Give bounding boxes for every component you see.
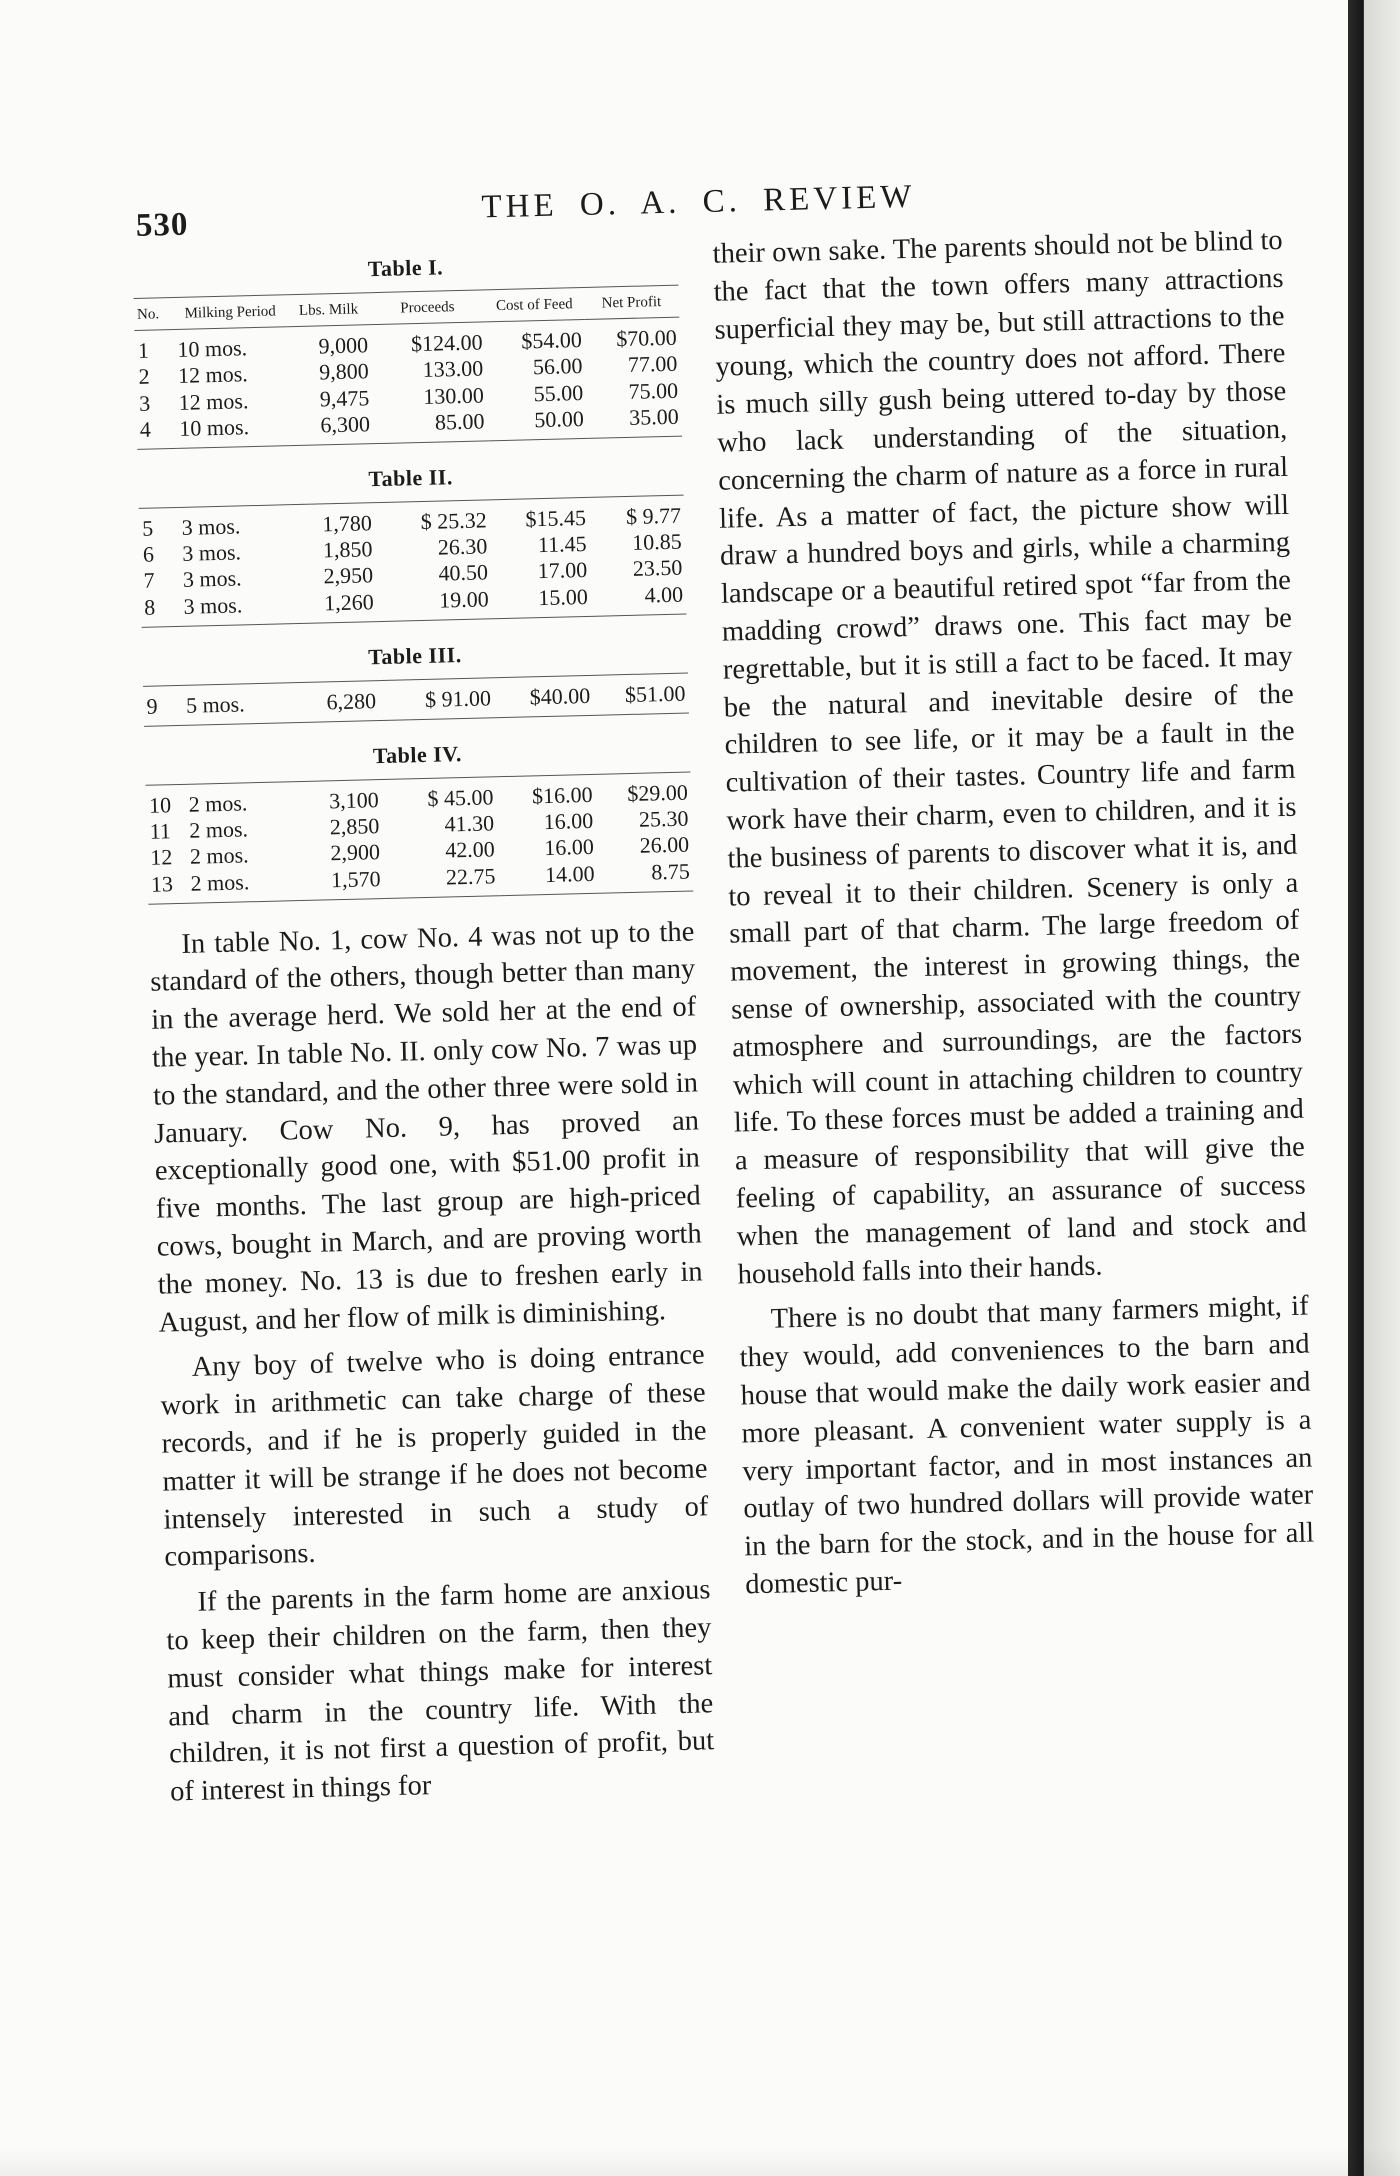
cell-proceeds: 26.30 — [437, 533, 488, 560]
cell-profit: 10.85 — [631, 528, 683, 556]
cell-profit: 77.00 — [627, 351, 678, 378]
cell-milk: 6,280 — [295, 680, 379, 722]
cell-proceeds: $ 91.00 — [379, 678, 495, 721]
table-4 — [145, 735, 694, 904]
cell-milk: 2,900 — [330, 839, 381, 866]
scan-shadow — [0, 2146, 1400, 2176]
cell-no: 7 — [143, 567, 155, 594]
col-header-cost-of-feed: Cost of Feed — [484, 287, 584, 322]
cell-period: 10 mos. — [176, 413, 290, 448]
cell-profit: 8.75 — [597, 858, 693, 893]
cell-milk: 6,300 — [289, 411, 373, 446]
cell-milk: 9,800 — [318, 358, 369, 385]
cell-milk: 2,950 — [323, 562, 374, 589]
col-header-lbs-milk: Lbs. Milk — [286, 293, 370, 327]
herd-table — [134, 285, 683, 450]
cell-profit: 4.00 — [591, 581, 687, 616]
col-header-proceeds: Proceeds — [370, 290, 485, 325]
cell-milk: 9,475 — [319, 384, 370, 412]
cell-feed: 17.00 — [537, 557, 588, 584]
cell-feed: $15.45 — [489, 497, 589, 533]
cell-proceeds: $ 25.32 — [374, 500, 490, 536]
cell-profit: 35.00 — [586, 403, 682, 438]
cell-period: 12 mos. — [178, 387, 249, 415]
table-2 — [138, 459, 687, 628]
left-column — [133, 249, 716, 1812]
table-title: Table I. — [367, 254, 444, 282]
cell-feed: $54.00 — [521, 327, 583, 354]
cell-period: 3 mos. — [182, 539, 242, 567]
cell-milk: 1,570 — [300, 866, 384, 901]
cell-proceeds: $124.00 — [410, 329, 483, 357]
cell-proceeds: 19.00 — [376, 586, 492, 621]
cell-no: 8 — [141, 593, 181, 627]
col-header-milking-period: Milking Period — [173, 295, 287, 330]
cell-period: 2 mos. — [187, 868, 300, 903]
cell-milk: 1,850 — [322, 536, 373, 563]
page-number: 530 — [135, 206, 189, 244]
paragraph: In table No. 1, cow No. 4 was not up to the standard of the others, though better than many in the average herd. We sold her at the end of the year. In table No. II. only cow No. 7 was up to the standard, and the other three were sold in January. Cow No. 9, has proved an exceptionally good one, with $51.00 profit in five months. The last group are high-priced cows, bought in March, and are proving worth the money. No. 13 is due to freshen early in August, and her flow of milk is diminishing. — [149, 916, 703, 1339]
cell-feed: $16.00 — [496, 774, 596, 810]
cell-no: 3 — [138, 390, 151, 416]
table-row — [143, 673, 689, 726]
cell-feed: 15.00 — [491, 583, 591, 618]
herd-table — [139, 495, 687, 628]
table-title: Table III. — [367, 641, 462, 670]
cell-proceeds: $ 45.00 — [381, 777, 497, 813]
cell-feed: $40.00 — [493, 675, 593, 718]
cell-milk: 3,100 — [298, 779, 382, 815]
cell-profit: $ 9.77 — [588, 495, 684, 531]
table-3 — [142, 636, 689, 726]
cell-no: 9 — [143, 685, 183, 726]
paragraph: There is no doubt that many farmers might, if they would, add conveniences to the barn and house that would make the daily work easier and more pleasant. A convenient water supply is a very important factor, and in most instances an outlay of two hundred dollars will provide water in the barn for the stock, and in the house for all domestic pur- — [739, 1290, 1315, 1601]
cell-profit: 26.00 — [639, 831, 690, 859]
left-body-text — [149, 913, 715, 1811]
cell-no: 4 — [137, 416, 177, 450]
cell-period: 12 mos. — [177, 361, 249, 389]
cell-feed: 11.45 — [537, 531, 587, 558]
cell-no: 2 — [138, 364, 150, 390]
cell-proceeds: 85.00 — [373, 408, 488, 443]
cell-no: 10 — [146, 784, 186, 819]
cell-feed: 50.00 — [487, 406, 587, 441]
paragraph: If the parents in the farm home are anxious to keep their children on the farm, then they must consider what things make for interest and charm in the country life. With the children, it is not first a question of profit, but of interest in things for — [166, 1574, 715, 1808]
cell-period: 3 mos. — [180, 591, 294, 626]
cell-no: 6 — [142, 541, 155, 567]
cell-profit: $51.00 — [593, 673, 689, 716]
col-header-net-profit: Net Profit — [584, 285, 680, 320]
cell-feed: 56.00 — [532, 353, 583, 380]
cell-period: 3 mos. — [182, 565, 242, 593]
cell-no: 13 — [148, 870, 188, 904]
cell-proceeds: 41.30 — [444, 810, 495, 837]
table-title: Table IV. — [372, 741, 463, 769]
cell-feed: 14.00 — [498, 860, 598, 895]
table-1 — [133, 249, 682, 450]
herd-table — [146, 771, 694, 904]
cell-proceeds: 42.00 — [444, 836, 496, 863]
paragraph: their own sake. The parents should not be blind to the fact that the town offers many attractions superficial they may be, but still attractions to the young, which the country does not afford. There is much silly gush being uttered to-day by those who lack understanding of the situation, concerning the charm of nature as a force in rural life. As a matter of fact, the picture show will draw a hundred boys and girls, while a charming landscape or a beautiful retired spot “far from the madding crowd” draws one. This fact may be regrettable, but it is still a fact to be faced. It may be the natural and inevitable desire of the children to see life, or it may be a fault in the cultivation of their tastes. Country life and farm work have their charm, even to children, and it is the business of parents to discover what it is, and to reveal it to their children. Scenery is only a small part of that charm. The large freedom of movement, the interest in growing things, the sense of ownership, associated with the country atmosphere and surroundings, are the factors which will count in attaching children to country life. To these forces must be added a training and a measure of responsibility that will give the feeling of capability, an assurance of success when the management of land and stock and household falls into their hands. — [712, 224, 1307, 1291]
cell-no: 11 — [149, 818, 172, 844]
table-title: Table II. — [368, 464, 454, 492]
running-title: THE O. A. C. REVIEW — [481, 178, 916, 226]
cell-feed: 16.00 — [543, 808, 594, 835]
cell-period: 2 mos. — [189, 816, 249, 843]
cell-period: 3 mos. — [178, 505, 292, 541]
cell-period: 2 mos. — [189, 842, 249, 870]
cell-milk: 1,260 — [293, 589, 377, 624]
cell-profit: $29.00 — [595, 772, 691, 808]
cell-milk: 9,000 — [318, 332, 369, 359]
right-column — [712, 222, 1315, 1604]
col-header-no: No. — [134, 297, 174, 330]
cell-proceeds: 133.00 — [422, 355, 484, 383]
cell-period: 5 mos. — [183, 682, 297, 725]
herd-table — [143, 672, 689, 726]
cell-profit: 23.50 — [632, 555, 683, 582]
cell-proceeds: 130.00 — [423, 382, 485, 409]
cell-feed: 16.00 — [544, 834, 595, 861]
cell-proceeds: 40.50 — [438, 559, 489, 586]
book-page — [130, 121, 1348, 2109]
cell-feed: 55.00 — [533, 379, 584, 406]
cell-milk: 2,850 — [329, 813, 380, 840]
scan-binding-edge — [1348, 0, 1400, 2176]
cell-profit: 25.30 — [638, 805, 689, 832]
cell-period: 10 mos. — [177, 335, 248, 363]
cell-milk: 1,780 — [291, 503, 375, 539]
cell-proceeds: 22.75 — [383, 863, 499, 898]
cell-no: 5 — [139, 507, 179, 542]
cell-profit: $70.00 — [615, 324, 678, 352]
cell-no: 1 — [137, 337, 150, 364]
cell-profit: 75.00 — [628, 377, 679, 404]
cell-period: 2 mos. — [185, 782, 299, 818]
cell-no: 12 — [149, 844, 173, 871]
paragraph: Any boy of twelve who is doing entrance work in arithmetic can take charge of these records, and if he is properly guided in the matter it will be strange if he does not become intensely interested in such a study of comparisons. — [160, 1339, 709, 1574]
